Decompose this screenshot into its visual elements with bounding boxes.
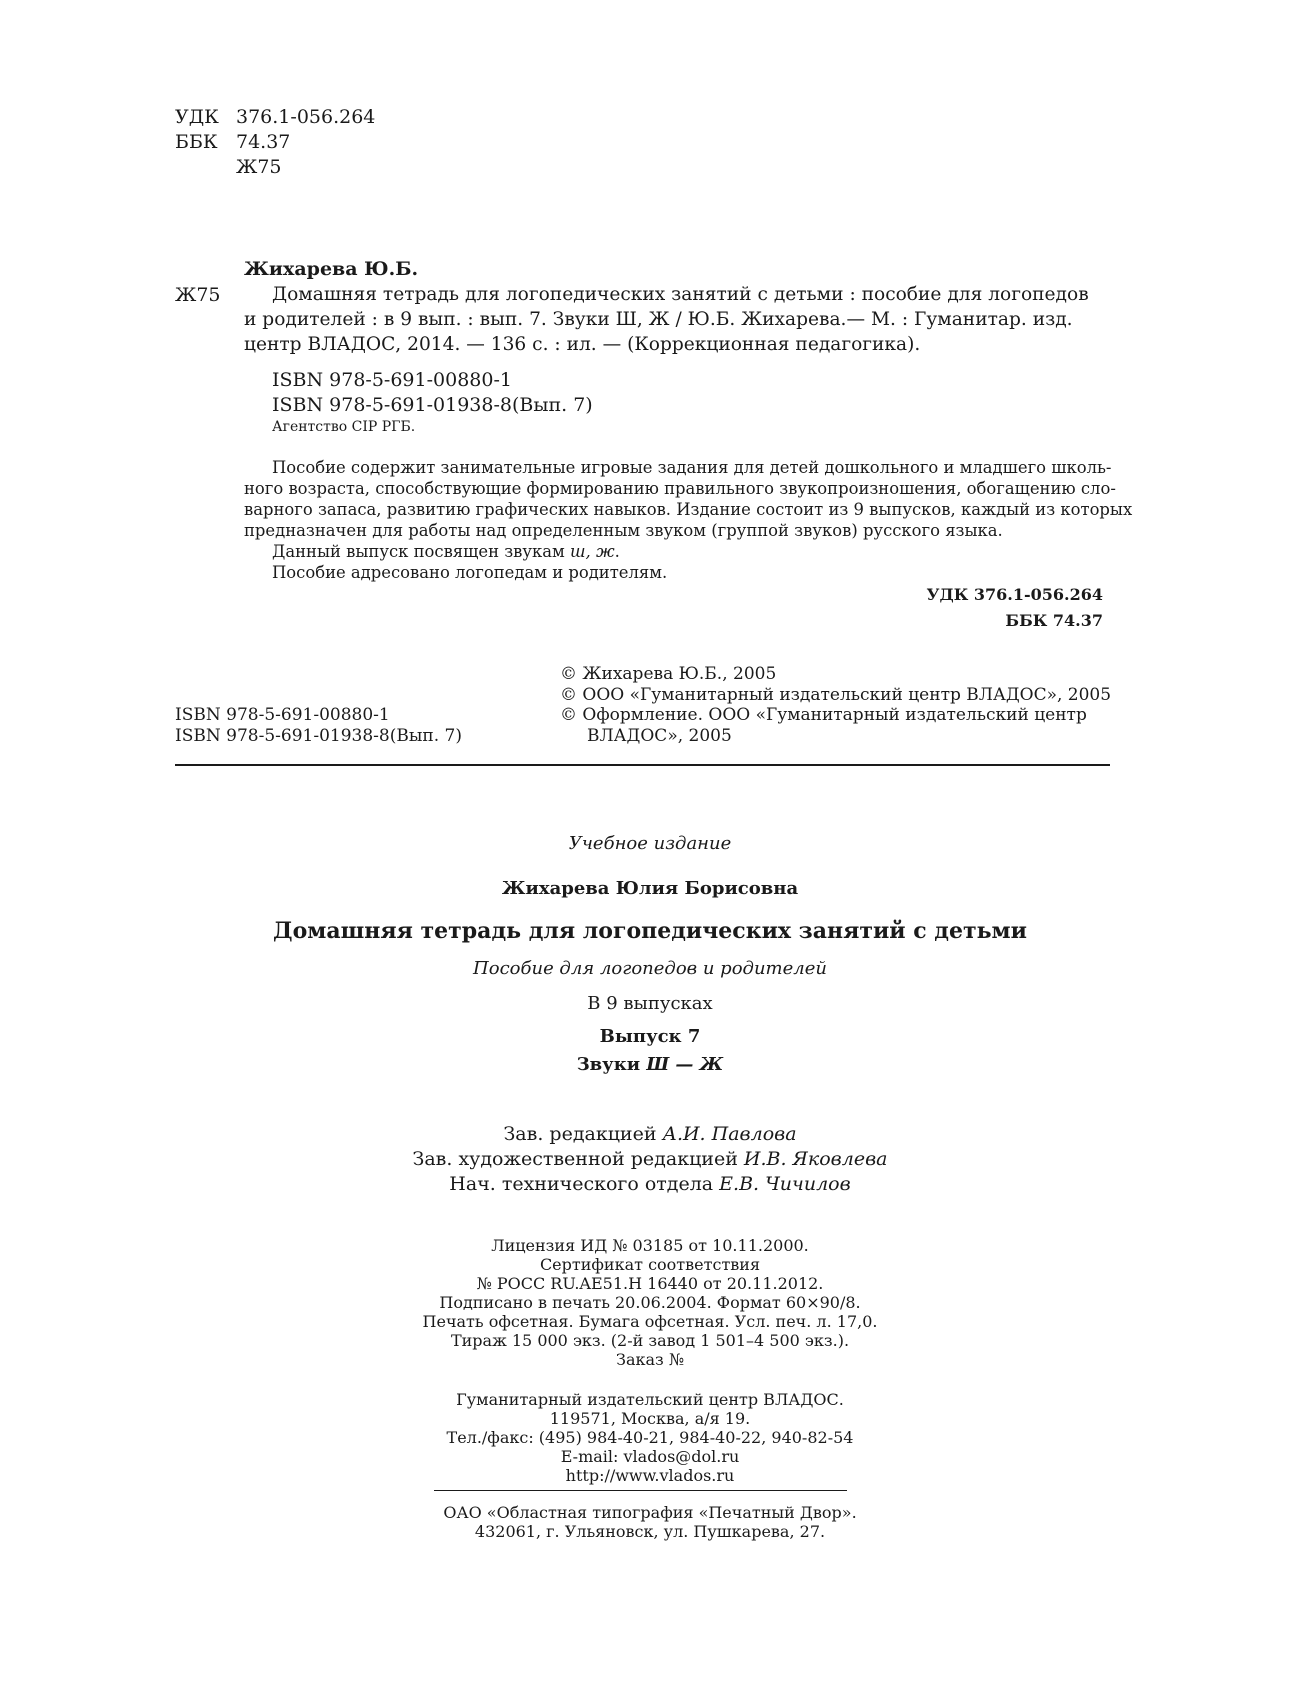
staff-tech [0, 1173, 1300, 1195]
abstract-line-6: Пособие адресовано логопедам и родителям. [272, 563, 668, 582]
publisher-email: E-mail: vlados@dol.ru [560, 1447, 740, 1466]
copyright-3: © Оформление. ООО «Гуманитарный издательский центр [560, 705, 1087, 725]
author-mark: Ж75 [236, 156, 282, 178]
copyright-3b: ВЛАДОС», 2005 [587, 726, 732, 746]
catalog-author: Жихарева Ю.Б. [244, 258, 419, 280]
publisher-website: http://www.vlados.ru [565, 1466, 735, 1485]
copyright-isbn-1: ISBN 978-5-691-00880-1 [175, 705, 390, 725]
udk-label: УДК [175, 106, 219, 128]
staff-editor [0, 1123, 1300, 1145]
staff-editor-label: Зав. редакцией [503, 1123, 663, 1145]
edition-sounds-value: Ш — Ж [646, 1054, 724, 1075]
staff-art-editor-label: Зав. художественной редакцией [412, 1148, 744, 1170]
catalog-isbn-1: ISBN 978-5-691-00880-1 [272, 369, 512, 391]
edition-series: В 9 выпусках [587, 993, 713, 1014]
staff-art-editor [0, 1148, 1300, 1170]
staff-editor-name: А.И. Павлова [662, 1123, 797, 1145]
abstract-sounds: ш, ж [570, 542, 615, 561]
copyright-isbn-2: ISBN 978-5-691-01938-8(Вып. 7) [175, 726, 462, 746]
publisher-rule [434, 1490, 847, 1491]
copyright-1: © Жихарева Ю.Б., 2005 [560, 664, 777, 684]
edition-sounds [0, 1054, 1300, 1075]
edition-sounds-pre: Звуки [576, 1054, 647, 1075]
print-cert-number: № РОСС RU.AE51.H 16440 от 20.11.2012. [476, 1274, 824, 1293]
edition-type: Учебное издание [568, 833, 732, 854]
abstract-bbk: ББК 74.37 [1005, 611, 1103, 630]
edition-author: Жихарева Юлия Борисовна [501, 878, 799, 899]
abstract-line-3: варного запаса, развитию графических навыков. Издание состоит из 9 выпусков, каждый из которых [244, 500, 1133, 519]
edition-subtitle: Пособие для логопедов и родителей [473, 958, 827, 979]
abstract-line-5-post: . [614, 542, 620, 561]
bbk-value: 74.37 [236, 131, 291, 153]
publisher-address: 119571, Москва, а/я 19. [549, 1409, 751, 1428]
catalog-line-3: центр ВЛАДОС, 2014. — 136 с. : ил. — (Коррекционная педагогика). [244, 334, 921, 355]
print-order: Заказ № [616, 1350, 684, 1369]
publisher-phone: Тел./факс: (495) 984-40-21, 984-40-22, 940-82-54 [446, 1428, 854, 1447]
copyright-2: © ООО «Гуманитарный издательский центр ВЛАДОС», 2005 [560, 685, 1112, 705]
abstract-line-5 [272, 542, 620, 561]
catalog-line-2: и родителей : в 9 вып. : вып. 7. Звуки Ш, Ж / Ю.Б. Жихарева.— М. : Гуманитар. изд. [244, 309, 1073, 330]
catalog-isbn-2: ISBN 978-5-691-01938-8(Вып. 7) [272, 394, 593, 416]
separator-rule [175, 764, 1110, 766]
staff-tech-name: Е.В. Чичилов [719, 1173, 851, 1195]
printer-address: 432061, г. Ульяновск, ул. Пушкарева, 27. [474, 1522, 826, 1541]
abstract-line-1: Пособие содержит занимательные игровые задания для детей дошкольного и младшего школь- [272, 458, 1112, 477]
print-license: Лицензия ИД № 03185 от 10.11.2000. [491, 1236, 809, 1255]
printer-name: ОАО «Областная типография «Печатный Двор». [443, 1503, 857, 1522]
abstract-line-4: предназначен для работы над определенным звуком (группой звуков) русского языка. [244, 521, 1003, 540]
staff-tech-label: Нач. технического отдела [449, 1173, 720, 1195]
staff-art-editor-name: И.В. Яковлева [743, 1148, 888, 1170]
abstract-line-5-pre: Данный выпуск посвящен звукам [272, 542, 571, 561]
print-run: Тираж 15 000 экз. (2-й завод 1 501–4 500 экз.). [450, 1331, 850, 1350]
abstract-line-2: ного возраста, способствующие формированию правильного звукопроизношения, обогащению сло- [244, 479, 1116, 498]
udk-value: 376.1-056.264 [236, 106, 376, 128]
bbk-label: ББК [175, 131, 218, 153]
edition-title: Домашняя тетрадь для логопедических занятий с детьми [273, 918, 1027, 944]
edition-issue: Выпуск 7 [599, 1026, 701, 1047]
print-paper: Печать офсетная. Бумага офсетная. Усл. печ. л. 17,0. [422, 1312, 878, 1331]
catalog-mark: Ж75 [175, 284, 221, 306]
publisher-name: Гуманитарный издательский центр ВЛАДОС. [456, 1390, 844, 1409]
catalog-agency: Агентство CIP РГБ. [272, 419, 416, 435]
abstract-udk: УДК 376.1-056.264 [926, 585, 1103, 604]
print-signed: Подписано в печать 20.06.2004. Формат 60×90/8. [439, 1293, 861, 1312]
print-cert: Сертификат соответствия [539, 1255, 761, 1274]
catalog-line-1: Домашняя тетрадь для логопедических занятий с детьми : пособие для логопедов [272, 284, 1089, 305]
